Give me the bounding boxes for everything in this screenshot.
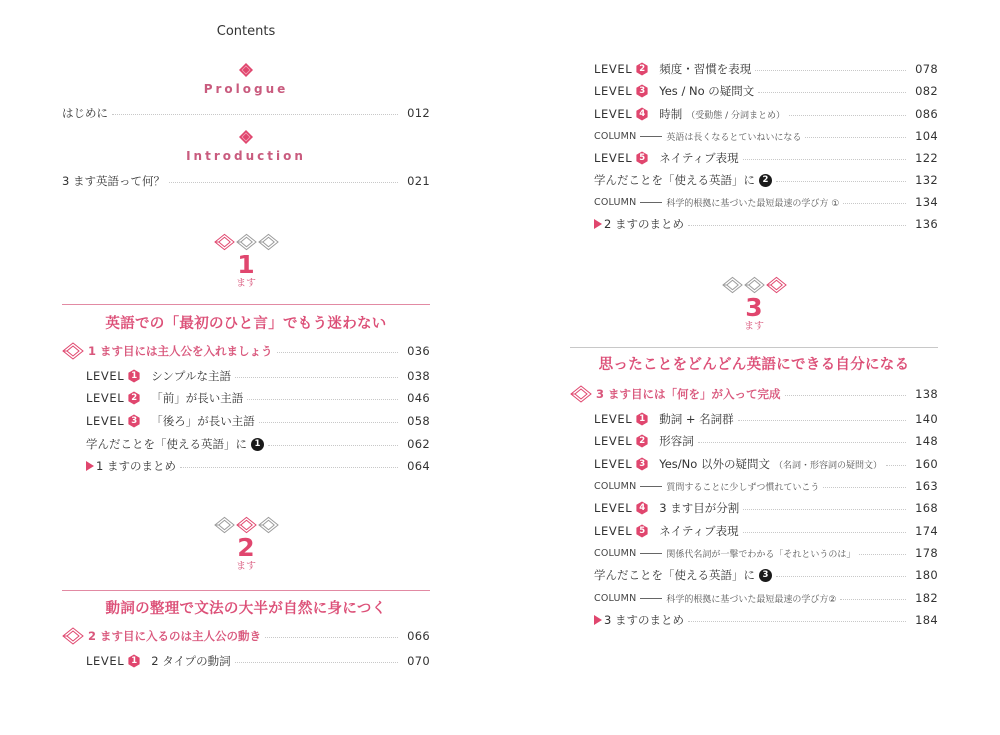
chapter-divider [62,304,430,305]
toc-entry-level[interactable] [594,522,938,540]
page-number: 134 [915,195,938,209]
level-badge-icon: 5 [635,524,649,538]
level-badge-icon: 1 [127,369,141,383]
toc-entry-chapter-3-lead[interactable] [570,385,938,403]
level-word: LEVEL [86,654,125,668]
leader-dots [180,467,398,468]
page-number: 012 [407,106,430,120]
page-number: 148 [915,434,938,448]
level-badge-icon: 3 [635,84,649,98]
toc-entry-level[interactable] [594,499,938,517]
outline-diamond-icon [744,276,765,294]
toc-entry-level[interactable] [594,82,938,100]
level-word: LEVEL [86,391,125,405]
outline-diamond-icon [258,233,279,251]
leader-dots [859,554,906,555]
leader-dots [247,399,398,400]
toc-entry-column[interactable] [594,127,938,145]
leader-dots [265,637,398,638]
dash-rule [640,486,662,487]
page-number: 021 [407,174,430,188]
entry-title: 学んだことを「使える英語」に [86,437,247,451]
toc-entry-column[interactable] [594,193,938,211]
page-number: 038 [407,369,430,383]
toc-entry-summary[interactable] [594,215,938,233]
leader-dots [755,70,906,71]
leader-dots [805,137,906,138]
page-number: 182 [915,591,938,605]
toc-entry-practice[interactable] [594,171,938,189]
black-circle-number-icon: 2 [759,174,772,187]
chapter-number: 3 [745,293,763,322]
level-word: LEVEL [594,412,633,426]
introduction-heading [62,129,430,163]
toc-entry-column[interactable] [594,589,938,607]
entry-title: 3 ます目が分割 [659,501,740,515]
entry-title: Yes / No の疑問文 [659,84,755,98]
leader-dots [235,662,398,663]
entry-title: はじめに [62,106,108,120]
outline-diamond-icon [62,627,84,645]
level-badge-icon: 2 [635,62,649,76]
dash-rule [640,553,662,554]
level-badge-icon: 2 [635,434,649,448]
outline-diamond-icon-active [766,276,787,294]
chapter-3-heading [570,276,938,333]
toc-entry-practice[interactable] [86,435,430,453]
toc-entry-level[interactable] [86,389,430,407]
entry-title: 3 ますのまとめ [604,613,684,627]
chapter-title: 動詞の整理で文法の大半が自然に身につく [105,601,387,617]
entry-title: 3 ます英語って何？ [62,174,165,188]
entry-title: 1 ます目には主人公を入れましょう [88,344,273,358]
toc-entry-level[interactable] [86,412,430,430]
introduction-label: Introduction [186,149,306,163]
toc-entry-level[interactable] [594,149,938,167]
leader-dots [738,420,906,421]
leader-dots [112,114,398,115]
toc-entry-summary[interactable] [86,457,430,475]
entry-title: ネイティブ表現 [659,524,739,538]
level-word: LEVEL [594,62,633,76]
leader-dots [688,621,906,622]
leader-dots [277,352,398,353]
outline-diamond-icon-active [236,516,257,534]
page-number: 184 [915,613,938,627]
chapter-divider [62,590,430,591]
page-number: 138 [915,387,938,401]
entry-title: ネイティブ表現 [659,151,739,165]
outline-diamond-icon [570,385,592,403]
page-number: 160 [915,457,938,471]
toc-entry-level[interactable] [86,367,430,385]
triangle-bullet-icon [86,461,94,471]
leader-dots [743,532,906,533]
level-word: LEVEL [86,369,125,383]
entry-title: 2 ます目に入るのは主人公の動き [88,629,262,643]
prologue-heading [62,62,430,96]
page-number: 070 [407,654,430,668]
leader-dots [268,445,398,446]
entry-title: シンプルな主語 [151,369,231,383]
chapter-masu: ます [236,561,256,572]
leader-dots [843,203,906,204]
level-badge-icon: 4 [635,107,649,121]
level-badge-icon: 3 [635,457,649,471]
solid-diamond-icon [238,62,254,78]
chapter-progress-diamonds [570,276,938,294]
entry-title: 動詞 + 名詞群 [659,412,734,426]
level-badge-icon: 5 [635,151,649,165]
entry-note: （受動態 / 分詞まとめ） [686,110,785,121]
chapter-progress-diamonds [62,516,430,534]
leader-dots [758,92,906,93]
toc-entry-level[interactable] [594,455,938,473]
level-badge-icon: 2 [127,391,141,405]
toc-entry-column[interactable] [594,544,938,562]
toc-entry-level[interactable] [86,652,430,670]
page-number: 178 [915,546,938,560]
page-number: 168 [915,501,938,515]
leader-dots [688,225,906,226]
toc-entry-3masu-eigo[interactable] [62,172,430,190]
leader-dots [169,182,398,183]
entry-title: 時制 [659,107,683,121]
leader-dots [776,576,906,577]
leader-dots [743,159,906,160]
entry-title: 学んだことを「使える英語」に [594,173,755,187]
chapter-title: 思ったことをどんどん英語にできる自分になる [598,357,910,373]
entry-title: 科学的根拠に基づいた最短最速の学び方② [666,594,837,605]
toc-entry-hajimeni[interactable] [62,104,430,122]
page-number: 082 [915,84,938,98]
chapter-progress-diamonds [62,233,430,251]
leader-dots [823,487,906,488]
level-badge-icon: 4 [635,501,649,515]
page-number: 163 [915,479,938,493]
entry-title: 2 タイプの動詞 [151,654,231,668]
chapter-title: 英語での「最初のひと言」でもう迷わない [105,316,387,332]
entry-title: 「前」が長い主語 [151,391,244,405]
page-number: 180 [915,568,938,582]
page-number: 104 [915,129,938,143]
column-word: COLUMN [594,547,637,559]
contents-title: Contents [216,24,276,39]
leader-dots [840,599,906,600]
toc-entry-chapter-1-lead[interactable] [62,342,430,360]
outline-diamond-icon [722,276,743,294]
triangle-bullet-icon [594,219,602,229]
dash-rule [640,202,662,203]
dash-rule [640,136,662,137]
left-page [62,0,430,735]
level-badge-icon: 1 [127,654,141,668]
page-number: 062 [407,437,430,451]
chapter-divider [570,347,938,348]
leader-dots [785,395,906,396]
page-number: 046 [407,391,430,405]
entry-title: 関係代名詞が一撃でわかる「それというのは」 [666,549,856,560]
level-word: LEVEL [594,434,633,448]
triangle-bullet-icon [594,615,602,625]
black-circle-number-icon: 3 [759,569,772,582]
page-number: 086 [915,107,938,121]
level-word: LEVEL [594,501,633,515]
entry-title: 形容詞 [659,434,694,448]
column-word: COLUMN [594,130,637,142]
chapter-1-heading [62,233,430,290]
column-word: COLUMN [594,592,637,604]
page-number: 174 [915,524,938,538]
leader-dots [789,115,906,116]
level-badge-icon: 1 [635,412,649,426]
leader-dots [743,509,906,510]
outline-diamond-icon-active [214,233,235,251]
solid-diamond-icon [238,129,254,145]
level-word: LEVEL [594,84,633,98]
page-number: 078 [915,62,938,76]
level-word: LEVEL [594,524,633,538]
page-number: 140 [915,412,938,426]
toc-entry-summary[interactable] [594,611,938,629]
outline-diamond-icon [62,342,84,360]
toc-entry-level[interactable] [594,105,938,123]
entry-title: Yes/No 以外の疑問文 [659,457,770,471]
entry-title: 「後ろ」が長い主語 [151,414,255,428]
leader-dots [235,377,398,378]
outline-diamond-icon [258,516,279,534]
entry-title: 質問することに少しずつ慣れていこう [666,482,820,493]
entry-note: （名詞・形容詞の疑問文） [773,460,882,471]
page-number: 036 [407,344,430,358]
outline-diamond-icon [214,516,235,534]
page-number: 132 [915,173,938,187]
outline-diamond-icon [236,233,257,251]
column-word: COLUMN [594,480,637,492]
chapter-2-heading [62,516,430,573]
dash-rule [640,598,662,599]
leader-dots [776,181,906,182]
page-number: 058 [407,414,430,428]
black-circle-number-icon: 1 [251,438,264,451]
toc-entry-level[interactable] [594,410,938,428]
entry-title: 科学的根拠に基づいた最短最速の学び方 ① [666,198,840,209]
chapter-masu: ます [744,321,764,332]
page-number: 136 [915,217,938,231]
entry-title: 頻度・習慣を表現 [659,62,752,76]
leader-dots [698,442,906,443]
page-number: 066 [407,629,430,643]
entry-title: 3 ます目には「何を」が入って完成 [596,387,781,401]
chapter-masu: ます [236,278,256,289]
level-word: LEVEL [86,414,125,428]
chapter-number: 1 [237,250,255,279]
level-word: LEVEL [594,107,633,121]
prologue-label: Prologue [203,82,289,96]
toc-entry-column[interactable] [594,477,938,495]
toc-entry-chapter-2-lead[interactable] [62,627,430,645]
toc-entry-level[interactable] [594,60,938,78]
leader-dots [886,465,906,466]
chapter-number: 2 [237,533,255,562]
entry-title: 学んだことを「使える英語」に [594,568,755,582]
right-page [570,0,938,735]
level-badge-icon: 3 [127,414,141,428]
toc-entry-practice[interactable] [594,566,938,584]
level-word: LEVEL [594,151,633,165]
page-number: 122 [915,151,938,165]
entry-title: 2 ますのまとめ [604,217,684,231]
level-word: LEVEL [594,457,633,471]
toc-entry-level[interactable] [594,432,938,450]
entry-title: 1 ますのまとめ [96,459,176,473]
entry-title: 英語は長くなるとていねいになる [666,132,802,143]
page-number: 064 [407,459,430,473]
column-word: COLUMN [594,196,637,208]
leader-dots [259,422,398,423]
